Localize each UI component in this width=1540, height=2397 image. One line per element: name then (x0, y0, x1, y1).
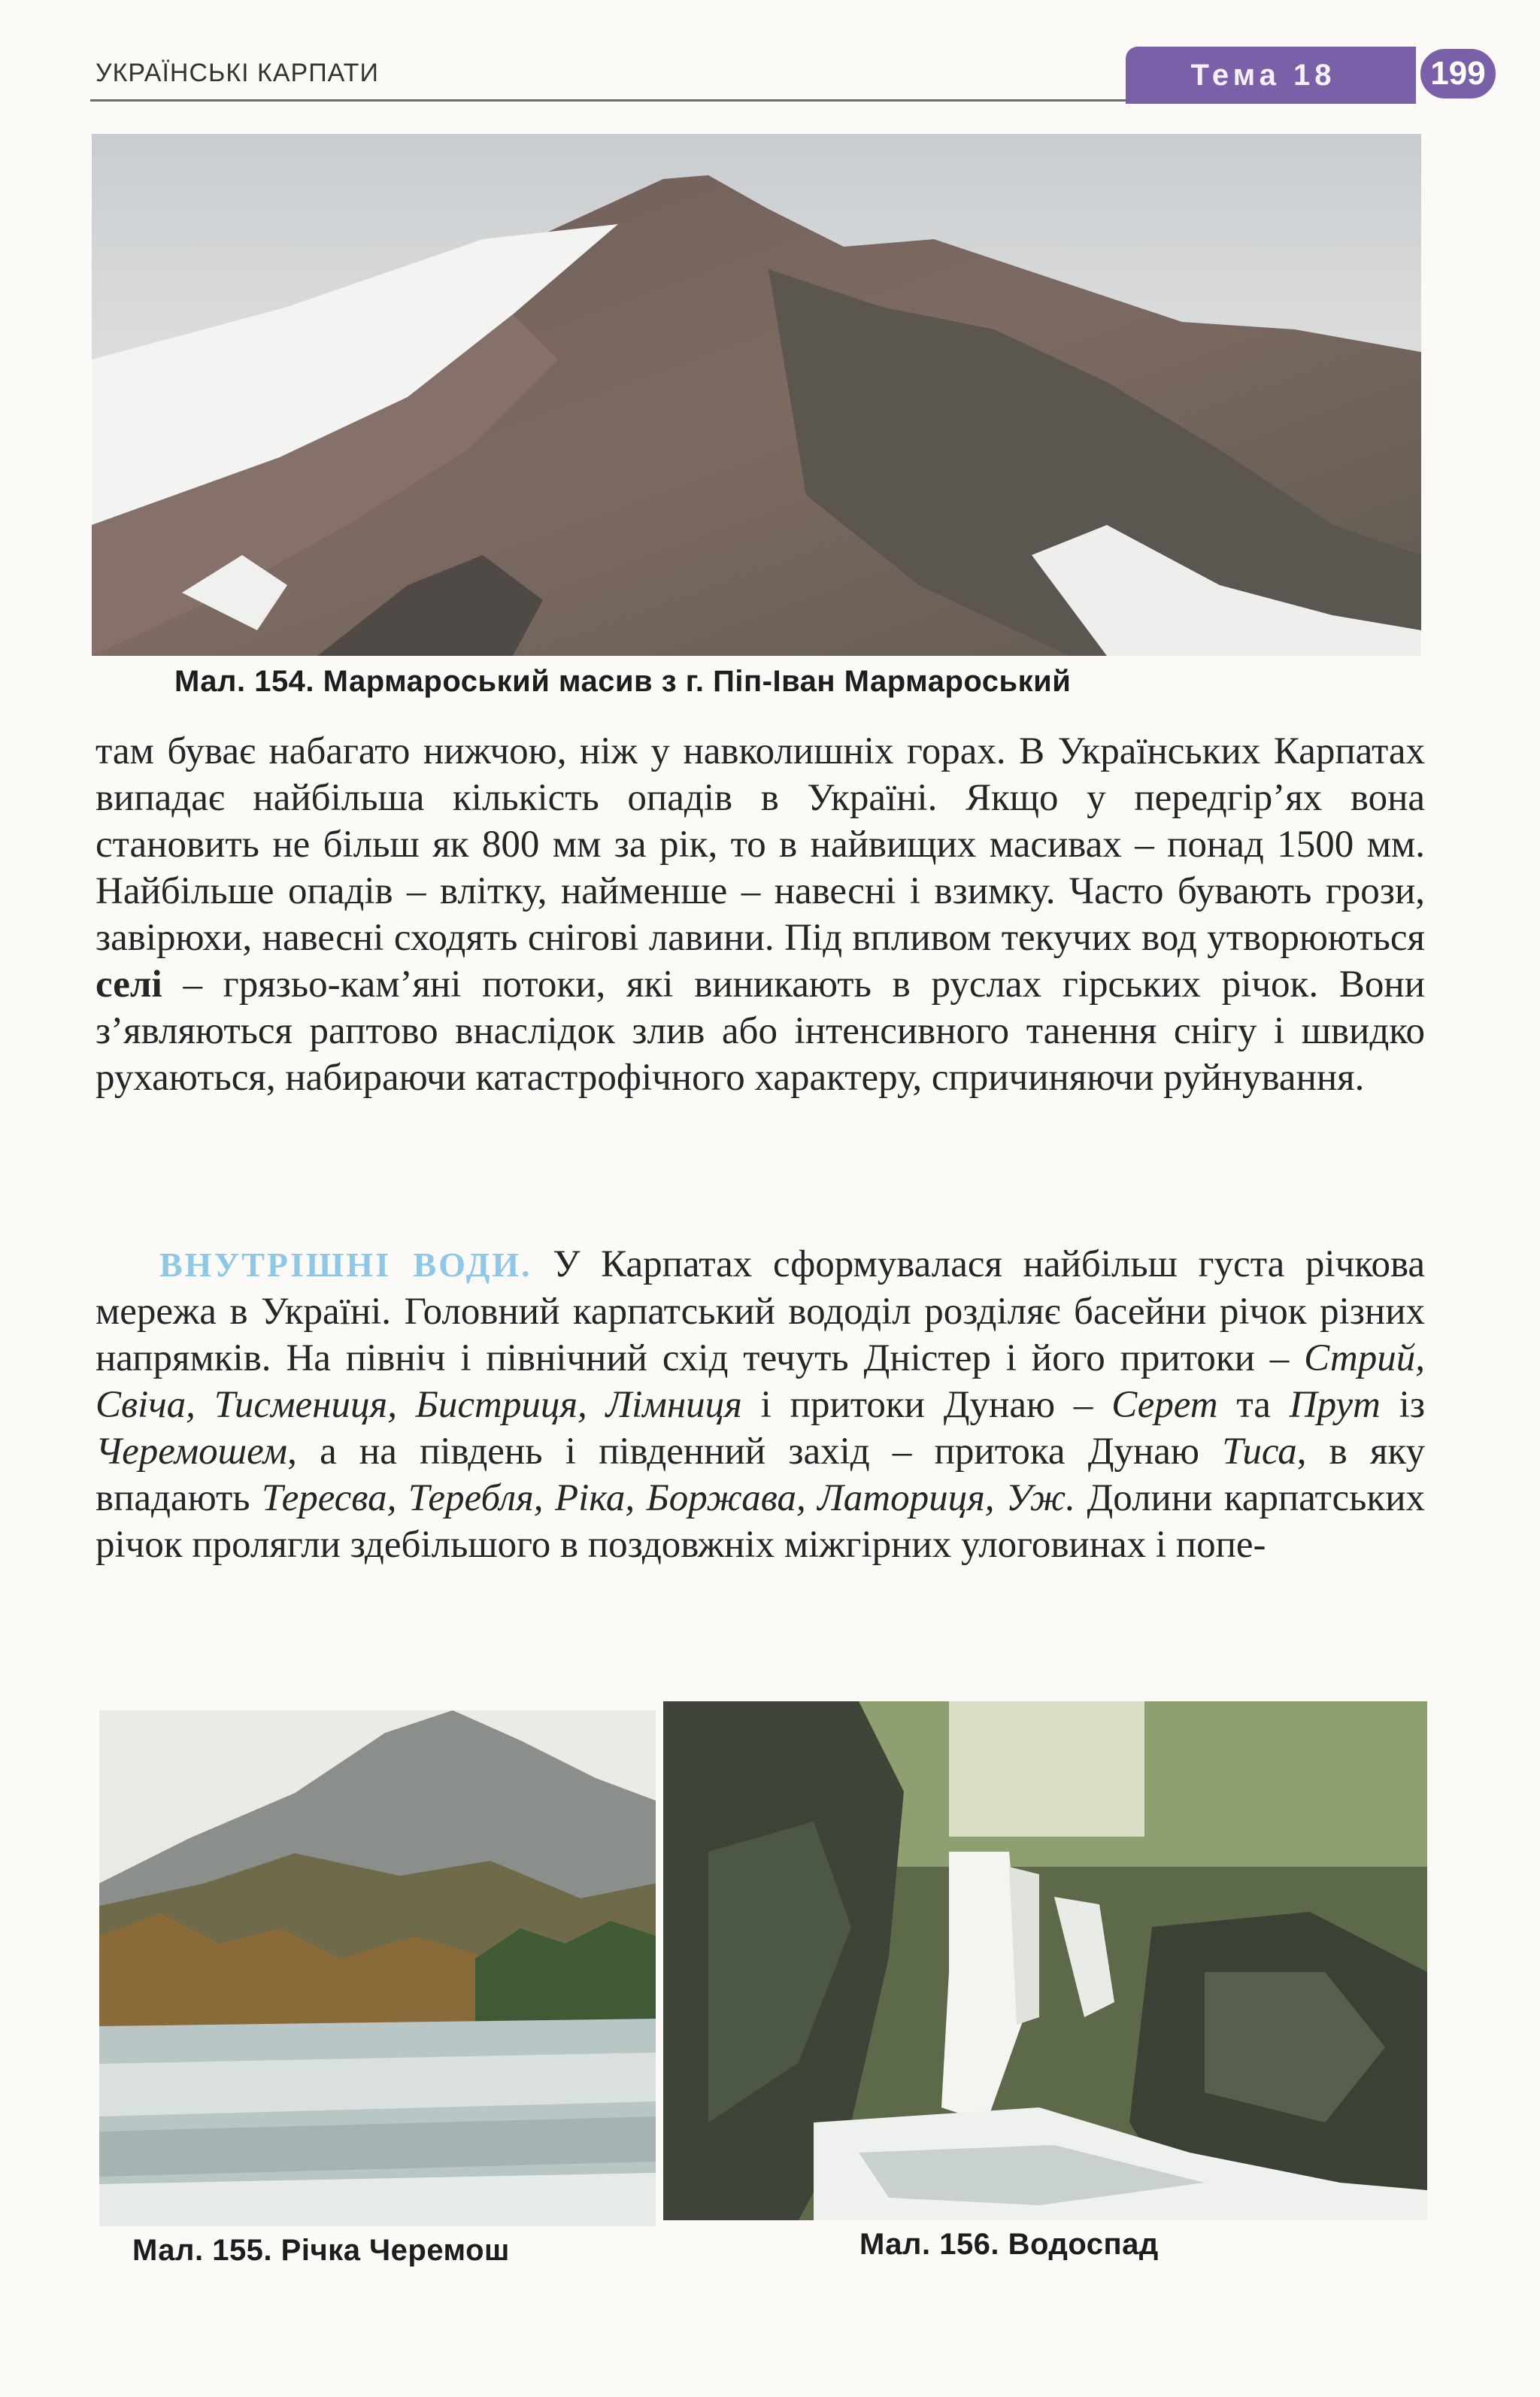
paragraph-climate-text-a: там буває набагато нижчою, ніж у навколишніх горах. В Українських Карпатах випадає найбільша кількість опадів в Україні. Якщо у передгір’ях вона становить не більш як 800 мм за рік, то в найвищих масивах – понад 1500 мм. Найбільше опадів – влітку, найменше – навесні і взимку. Часто бувають грози, завірюхи, навесні сходять снігові лавини. Під впливом текучих вод утворюються (95, 730, 1425, 959)
river-cheremosh: Черемошем (95, 1431, 288, 1473)
page-number: 199 (1417, 45, 1499, 102)
mountain-photo (92, 134, 1421, 656)
paragraph-waters-text-e: , а на південь і південний захід – притока Дунаю (287, 1431, 1223, 1473)
figure-155-caption: Мал. 155. Річка Черемош (132, 2234, 510, 2267)
paragraph-waters-text-c: та (1217, 1384, 1290, 1426)
paragraph-inland-waters (95, 1241, 1425, 1568)
paragraph-climate-text-b: – грязьо-кам’яні потоки, які виникають в руслах гірських річок. Вони з’являються раптово внаслідок злив або інтенсивного танення снігу і швидко рухаються, набираючи катастрофічного характеру, спричиняючи руйнування. (95, 963, 1425, 1099)
river-seret: Серет (1111, 1384, 1218, 1426)
section-heading-inland-waters: ВНУТРІШНІ ВОДИ. (159, 1246, 532, 1284)
topic-label: Тема 18 (1190, 58, 1336, 92)
topic-badge (1126, 47, 1416, 104)
header-rule (90, 99, 1128, 102)
paragraph-climate (95, 728, 1425, 1101)
paragraph-waters-text-f: , в яку впадають (95, 1431, 1425, 1519)
paragraph-waters-text-g: Долини карпатських річок пролягли здебільшого в поздовжніх міжгірних улоговинах і попе- (95, 1477, 1426, 1566)
paragraph-waters-text-b: і притоки Дунаю – (741, 1384, 1112, 1426)
paragraph-waters-text-a: У Карпатах сформувалася найбільш густа річкова мережа в Україні. Головний карпатський вододіл розділяє басейни річок різних напрямків. На північ і північний схід течуть Дністер і його притоки – (95, 1243, 1425, 1379)
river-photo (99, 1710, 656, 2226)
figure-154-caption: Мал. 154. Мармароський масив з г. Піп-Іван Мармароський (174, 665, 1072, 698)
river-prut: Прут (1289, 1384, 1381, 1426)
rivers-south: Тересва, Теребля, Ріка, Боржава, Латориця, Уж. (262, 1477, 1075, 1519)
section-title: УКРАЇНСЬКІ КАРПАТИ (95, 59, 379, 87)
waterfall-photo (663, 1701, 1427, 2220)
rivers-north: Стрий, Свіча, Тисмениця, Бистриця, Лімниця (95, 1337, 1425, 1426)
figure-156-caption: Мал. 156. Водоспад (859, 2228, 1159, 2261)
river-tysa: Тиса (1222, 1431, 1297, 1473)
term-seli: селі (95, 963, 162, 1006)
paragraph-waters-text-d: із (1380, 1384, 1425, 1426)
